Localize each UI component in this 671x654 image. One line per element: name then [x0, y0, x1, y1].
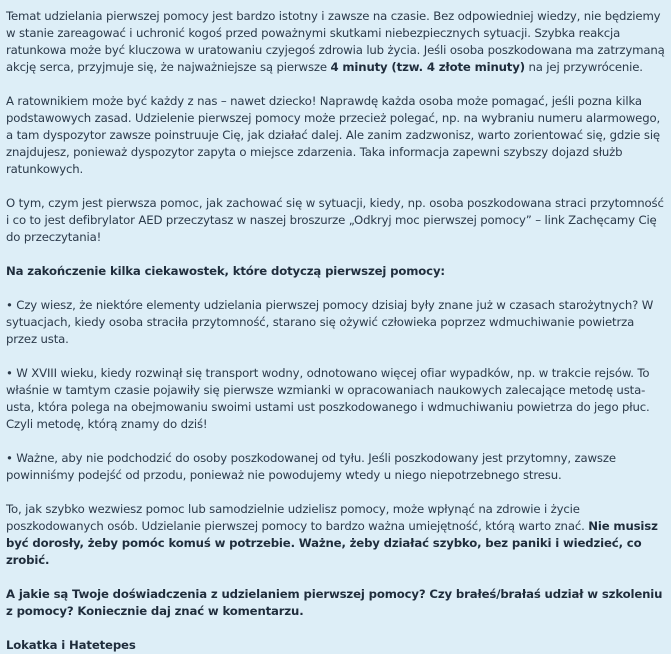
trivia-heading-text: Na zakończenie kilka ciekawostek, które dotyczą pierwszej pomocy:: [6, 264, 445, 278]
summary-highlight: Nie musisz być dorosły, żeby pomóc komuś w potrzebie. Ważne, żeby działać szybko, bez paniki i wiedzieć, co zrobić.: [6, 519, 658, 567]
trivia-item-approach: • Ważne, aby nie podchodzić do osoby poszkodowanej od tyłu. Jeśli poszkodowany jest przytomny, zawsze powinniśmy podejść od przodu, ponieważ nie powodujemy wtedy u niego niepotrzebnego stresu.: [6, 451, 616, 482]
trivia-item-xviii-century: • W XVIII wieku, kiedy rozwinął się transport wodny, odnotowano więcej ofiar wypadków, np. w trakcie rejsów. To właśnie w tamtym czasie pojawiły się pierwsze wzmianki w opracowaniach naukowych zalecające metodę usta-usta, która polega na obejmowaniu swoimi ustami ust poszkodowanego i wdmuchiwaniu powietrza do jego płuc. Czyli metodę, którą znamy do dziś!: [6, 366, 650, 431]
author-signature-text: Lokatka i Hatetepes: [6, 638, 136, 652]
intro-text-end: na jej przywrócenie.: [524, 60, 643, 74]
author-signature: [6, 637, 665, 654]
comment-question-text: A jakie są Twoje doświadczenia z udzielaniem pierwszej pomocy? Czy brałeś/brałaś udział w szkoleniu z pomocy? Koniecznie daj znać w komentarzu.: [6, 587, 663, 618]
trivia-item-ancient: • Czy wiesz, że niektóre elementy udzielania pierwszej pomocy dzisiaj były znane już w czasach starożytnych? W sytuacjach, kiedy osoba straciła przytomność, starano się ożywić człowieka poprzez wdmuchiwanie powietrza przez usta.: [6, 298, 654, 346]
trivia-heading: [6, 263, 665, 280]
brochure-paragraph: O tym, czym jest pierwsza pomoc, jak zachować się w sytuacji, kiedy, np. osoba poszkodowana straci przytomność i co to jest defibrylator AED przeczytasz w naszej broszurze „Odkryj moc pierwszej pomocy” – link Zachęcamy Cię do przeczytania!: [6, 196, 664, 244]
intro-text: Temat udzielania pierwszej pomocy jest bardzo istotny i zawsze na czasie. Bez odpowiedniej wiedzy, nie będziemy w stanie zareagować i uchronić kogoś przed poważnymi skutkami niebezpiecznych sytuacji. Szybka reakcja ratunkowa może być kluczowa w uratowaniu czyjegoś zdrowia lub życia. Jeśli osoba poszkodowana ma zatrzymaną akcję serca, przyjmuje się, że najważniejsze są pierwsze: [6, 9, 665, 74]
golden-minutes-highlight: 4 minuty (tzw. 4 złote minuty): [330, 60, 525, 74]
rescuer-paragraph: A ratownikiem może być każdy z nas – nawet dziecko! Naprawdę każda osoba może pomagać, jeśli pozna kilka podstawowych zasad. Udzielenie pierwszej pomocy może przecież polegać, np. na wybraniu numeru alarmowego, a tam dyspozytor zawsze poinstruuje Cię, jak działać dalej. Ale zanim zadzwonisz, warto zorientować się, gdzie się znajdujesz, ponieważ dyspozytor zapyta o miejsce zdarzenia. Taka informacja zapewni szybszy dojazd służb ratunkowych.: [6, 94, 661, 176]
intro-paragraph: [6, 8, 665, 76]
summary-text: To, jak szybko wezwiesz pomoc lub samodzielnie udzielisz pomocy, może wpłynąć na zdrowie i życie poszkodowanych osób. Udzielanie pierwszej pomocy to bardzo ważna umiejętność, którą warto znać.: [6, 502, 589, 533]
comment-question: [6, 586, 665, 620]
summary-paragraph: [6, 501, 665, 569]
